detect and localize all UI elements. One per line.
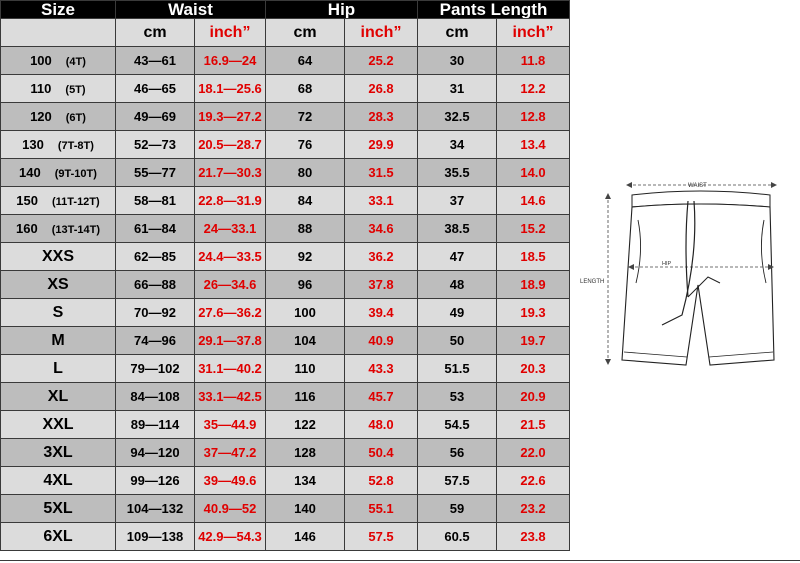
size-cell xyxy=(1,439,116,467)
table-row xyxy=(1,159,570,187)
waist-inch-cell: 20.5—28.7 xyxy=(195,131,266,159)
hip-inch-cell: 57.5 xyxy=(345,523,418,551)
length-cm-cell: 60.5 xyxy=(418,523,497,551)
table-row xyxy=(1,523,570,551)
size-label: 6XL xyxy=(43,527,73,545)
age-label: (13T-14T) xyxy=(51,224,100,236)
waist-inch-cell: 21.7—30.3 xyxy=(195,159,266,187)
hip-cm-cell: 100 xyxy=(266,299,345,327)
size-cell xyxy=(1,159,116,187)
length-cm-cell: 48 xyxy=(418,271,497,299)
length-inch-cell: 22.0 xyxy=(497,439,570,467)
units-row xyxy=(1,19,570,47)
length-inch-cell: 23.2 xyxy=(497,495,570,523)
length-cm-cell: 54.5 xyxy=(418,411,497,439)
hip-inch-cell: 39.4 xyxy=(345,299,418,327)
waist-inch-cell: 22.8—31.9 xyxy=(195,187,266,215)
length-cm-cell: 34 xyxy=(418,131,497,159)
waist-cm-cell: 104—132 xyxy=(116,495,195,523)
table-row xyxy=(1,75,570,103)
length-inch-cell: 14.6 xyxy=(497,187,570,215)
size-cell xyxy=(1,523,116,551)
size-label: 160 xyxy=(16,221,38,236)
hip-inch-cell: 31.5 xyxy=(345,159,418,187)
length-inch-cell: 19.7 xyxy=(497,327,570,355)
shorts-outline-icon xyxy=(570,165,800,380)
size-label: XS xyxy=(47,275,69,293)
waist-cm-cell: 46—65 xyxy=(116,75,195,103)
hip-cm-cell: 64 xyxy=(266,47,345,75)
waist-inch-cell: 16.9—24 xyxy=(195,47,266,75)
waist-cm-cell: 89—114 xyxy=(116,411,195,439)
length-cm-cell: 35.5 xyxy=(418,159,497,187)
waist-cm-cell: 70—92 xyxy=(116,299,195,327)
waist-inch-cell: 37—47.2 xyxy=(195,439,266,467)
table-row xyxy=(1,383,570,411)
length-cm-cell: 53 xyxy=(418,383,497,411)
length-inch-unit: inch” xyxy=(497,19,570,47)
hip-cm-cell: 80 xyxy=(266,159,345,187)
length-inch-cell: 15.2 xyxy=(497,215,570,243)
size-cell xyxy=(1,103,116,131)
hip-inch-cell: 25.2 xyxy=(345,47,418,75)
length-cm-unit: cm xyxy=(418,19,497,47)
waist-inch-cell: 26—34.6 xyxy=(195,271,266,299)
hip-cm-unit: cm xyxy=(266,19,345,47)
length-cm-cell: 56 xyxy=(418,439,497,467)
waist-inch-cell: 40.9—52 xyxy=(195,495,266,523)
waist-inch-cell: 24.4—33.5 xyxy=(195,243,266,271)
size-cell xyxy=(1,355,116,383)
hip-inch-cell: 26.8 xyxy=(345,75,418,103)
length-cm-cell: 31 xyxy=(418,75,497,103)
table-row xyxy=(1,103,570,131)
waist-cm-cell: 61—84 xyxy=(116,215,195,243)
length-cm-cell: 38.5 xyxy=(418,215,497,243)
length-cm-cell: 32.5 xyxy=(418,103,497,131)
waist-cm-cell: 66—88 xyxy=(116,271,195,299)
waist-cm-cell: 84—108 xyxy=(116,383,195,411)
length-inch-cell: 20.9 xyxy=(497,383,570,411)
table-row xyxy=(1,47,570,75)
length-inch-cell: 18.9 xyxy=(497,271,570,299)
hip-inch-cell: 48.0 xyxy=(345,411,418,439)
waist-cm-cell: 94—120 xyxy=(116,439,195,467)
hip-inch-cell: 52.8 xyxy=(345,467,418,495)
hip-cm-cell: 104 xyxy=(266,327,345,355)
size-cell xyxy=(1,243,116,271)
waist-inch-cell: 31.1—40.2 xyxy=(195,355,266,383)
hip-cm-cell: 68 xyxy=(266,75,345,103)
size-rows xyxy=(1,47,570,551)
waist-cm-cell: 62—85 xyxy=(116,243,195,271)
bottom-border xyxy=(0,560,800,561)
size-label: 120 xyxy=(30,109,52,124)
hip-cm-cell: 96 xyxy=(266,271,345,299)
hip-inch-cell: 37.8 xyxy=(345,271,418,299)
waist-inch-cell: 42.9—54.3 xyxy=(195,523,266,551)
size-label: S xyxy=(52,303,64,321)
hip-inch-cell: 43.3 xyxy=(345,355,418,383)
hip-inch-cell: 29.9 xyxy=(345,131,418,159)
table-row xyxy=(1,355,570,383)
table-row xyxy=(1,495,570,523)
hip-inch-cell: 55.1 xyxy=(345,495,418,523)
size-label: 150 xyxy=(16,193,38,208)
hip-cm-cell: 116 xyxy=(266,383,345,411)
size-cell xyxy=(1,411,116,439)
age-label: (11T-12T) xyxy=(52,196,100,208)
size-header: Size xyxy=(1,1,116,19)
table-row xyxy=(1,243,570,271)
hip-cm-cell: 134 xyxy=(266,467,345,495)
table-row xyxy=(1,467,570,495)
size-cell xyxy=(1,327,116,355)
length-header: Pants Length xyxy=(418,1,570,19)
waist-cm-cell: 52—73 xyxy=(116,131,195,159)
waist-inch-cell: 27.6—36.2 xyxy=(195,299,266,327)
table-row xyxy=(1,411,570,439)
header-row xyxy=(1,1,570,19)
waist-inch-cell: 33.1—42.5 xyxy=(195,383,266,411)
age-label: (7T-8T) xyxy=(57,140,94,152)
length-inch-cell: 11.8 xyxy=(497,47,570,75)
size-label: 4XL xyxy=(43,471,73,489)
units-blank-cell xyxy=(1,19,116,47)
hip-cm-cell: 84 xyxy=(266,187,345,215)
age-label: (4T) xyxy=(65,56,86,68)
length-inch-cell: 18.5 xyxy=(497,243,570,271)
size-label: XL xyxy=(47,387,69,405)
size-label: M xyxy=(51,331,65,349)
size-label: XXL xyxy=(42,415,74,433)
waist-cm-cell: 55—77 xyxy=(116,159,195,187)
length-inch-cell: 12.8 xyxy=(497,103,570,131)
size-label: XXS xyxy=(41,247,74,265)
hip-cm-cell: 92 xyxy=(266,243,345,271)
size-cell xyxy=(1,271,116,299)
size-cell xyxy=(1,215,116,243)
waist-cm-unit: cm xyxy=(116,19,195,47)
waist-inch-cell: 29.1—37.8 xyxy=(195,327,266,355)
length-dimension-label: LENGTH xyxy=(580,279,605,285)
length-inch-cell: 14.0 xyxy=(497,159,570,187)
age-label: (9T-10T) xyxy=(54,168,97,180)
hip-cm-cell: 76 xyxy=(266,131,345,159)
table-row xyxy=(1,215,570,243)
hip-inch-cell: 34.6 xyxy=(345,215,418,243)
hip-inch-cell: 40.9 xyxy=(345,327,418,355)
waist-inch-cell: 35—44.9 xyxy=(195,411,266,439)
size-label: 110 xyxy=(30,81,52,96)
waist-dimension-label: WAIST xyxy=(688,183,707,189)
table-row xyxy=(1,271,570,299)
length-inch-cell: 22.6 xyxy=(497,467,570,495)
size-label: 140 xyxy=(19,165,41,180)
hip-cm-cell: 72 xyxy=(266,103,345,131)
age-label: (5T) xyxy=(65,84,86,96)
length-cm-cell: 59 xyxy=(418,495,497,523)
waist-cm-cell: 79—102 xyxy=(116,355,195,383)
hip-inch-cell: 33.1 xyxy=(345,187,418,215)
size-cell xyxy=(1,47,116,75)
size-cell xyxy=(1,131,116,159)
length-inch-cell: 12.2 xyxy=(497,75,570,103)
length-cm-cell: 37 xyxy=(418,187,497,215)
waist-cm-cell: 109—138 xyxy=(116,523,195,551)
table-row xyxy=(1,439,570,467)
length-inch-cell: 23.8 xyxy=(497,523,570,551)
waist-inch-cell: 39—49.6 xyxy=(195,467,266,495)
hip-cm-cell: 146 xyxy=(266,523,345,551)
hip-cm-cell: 122 xyxy=(266,411,345,439)
waist-cm-cell: 99—126 xyxy=(116,467,195,495)
hip-cm-cell: 140 xyxy=(266,495,345,523)
waist-cm-cell: 74—96 xyxy=(116,327,195,355)
size-cell xyxy=(1,75,116,103)
table-row xyxy=(1,187,570,215)
waist-header: Waist xyxy=(116,1,266,19)
waist-inch-cell: 19.3—27.2 xyxy=(195,103,266,131)
waist-cm-cell: 49—69 xyxy=(116,103,195,131)
length-cm-cell: 51.5 xyxy=(418,355,497,383)
size-cell xyxy=(1,467,116,495)
hip-inch-cell: 45.7 xyxy=(345,383,418,411)
hip-cm-cell: 110 xyxy=(266,355,345,383)
hip-inch-cell: 50.4 xyxy=(345,439,418,467)
size-label: 3XL xyxy=(43,443,73,461)
length-inch-cell: 20.3 xyxy=(497,355,570,383)
size-label: 100 xyxy=(30,53,52,68)
length-cm-cell: 47 xyxy=(418,243,497,271)
table-row xyxy=(1,299,570,327)
length-cm-cell: 50 xyxy=(418,327,497,355)
length-cm-cell: 30 xyxy=(418,47,497,75)
hip-dimension-label: HIP xyxy=(662,261,672,267)
table-row xyxy=(1,131,570,159)
size-label: L xyxy=(53,359,63,377)
hip-cm-cell: 88 xyxy=(266,215,345,243)
size-cell xyxy=(1,299,116,327)
hip-inch-cell: 36.2 xyxy=(345,243,418,271)
length-cm-cell: 49 xyxy=(418,299,497,327)
hip-inch-cell: 28.3 xyxy=(345,103,418,131)
waist-cm-cell: 43—61 xyxy=(116,47,195,75)
table-row xyxy=(1,327,570,355)
size-cell xyxy=(1,383,116,411)
size-label: 130 xyxy=(22,137,44,152)
size-cell xyxy=(1,495,116,523)
size-label: 5XL xyxy=(43,499,73,517)
length-inch-cell: 13.4 xyxy=(497,131,570,159)
hip-header: Hip xyxy=(266,1,418,19)
length-inch-cell: 21.5 xyxy=(497,411,570,439)
age-label: (6T) xyxy=(65,112,86,124)
length-inch-cell: 19.3 xyxy=(497,299,570,327)
hip-inch-unit: inch” xyxy=(345,19,418,47)
waist-inch-cell: 24—33.1 xyxy=(195,215,266,243)
waist-inch-unit: inch” xyxy=(195,19,266,47)
waist-cm-cell: 58—81 xyxy=(116,187,195,215)
length-cm-cell: 57.5 xyxy=(418,467,497,495)
hip-cm-cell: 128 xyxy=(266,439,345,467)
size-cell xyxy=(1,187,116,215)
waist-inch-cell: 18.1—25.6 xyxy=(195,75,266,103)
